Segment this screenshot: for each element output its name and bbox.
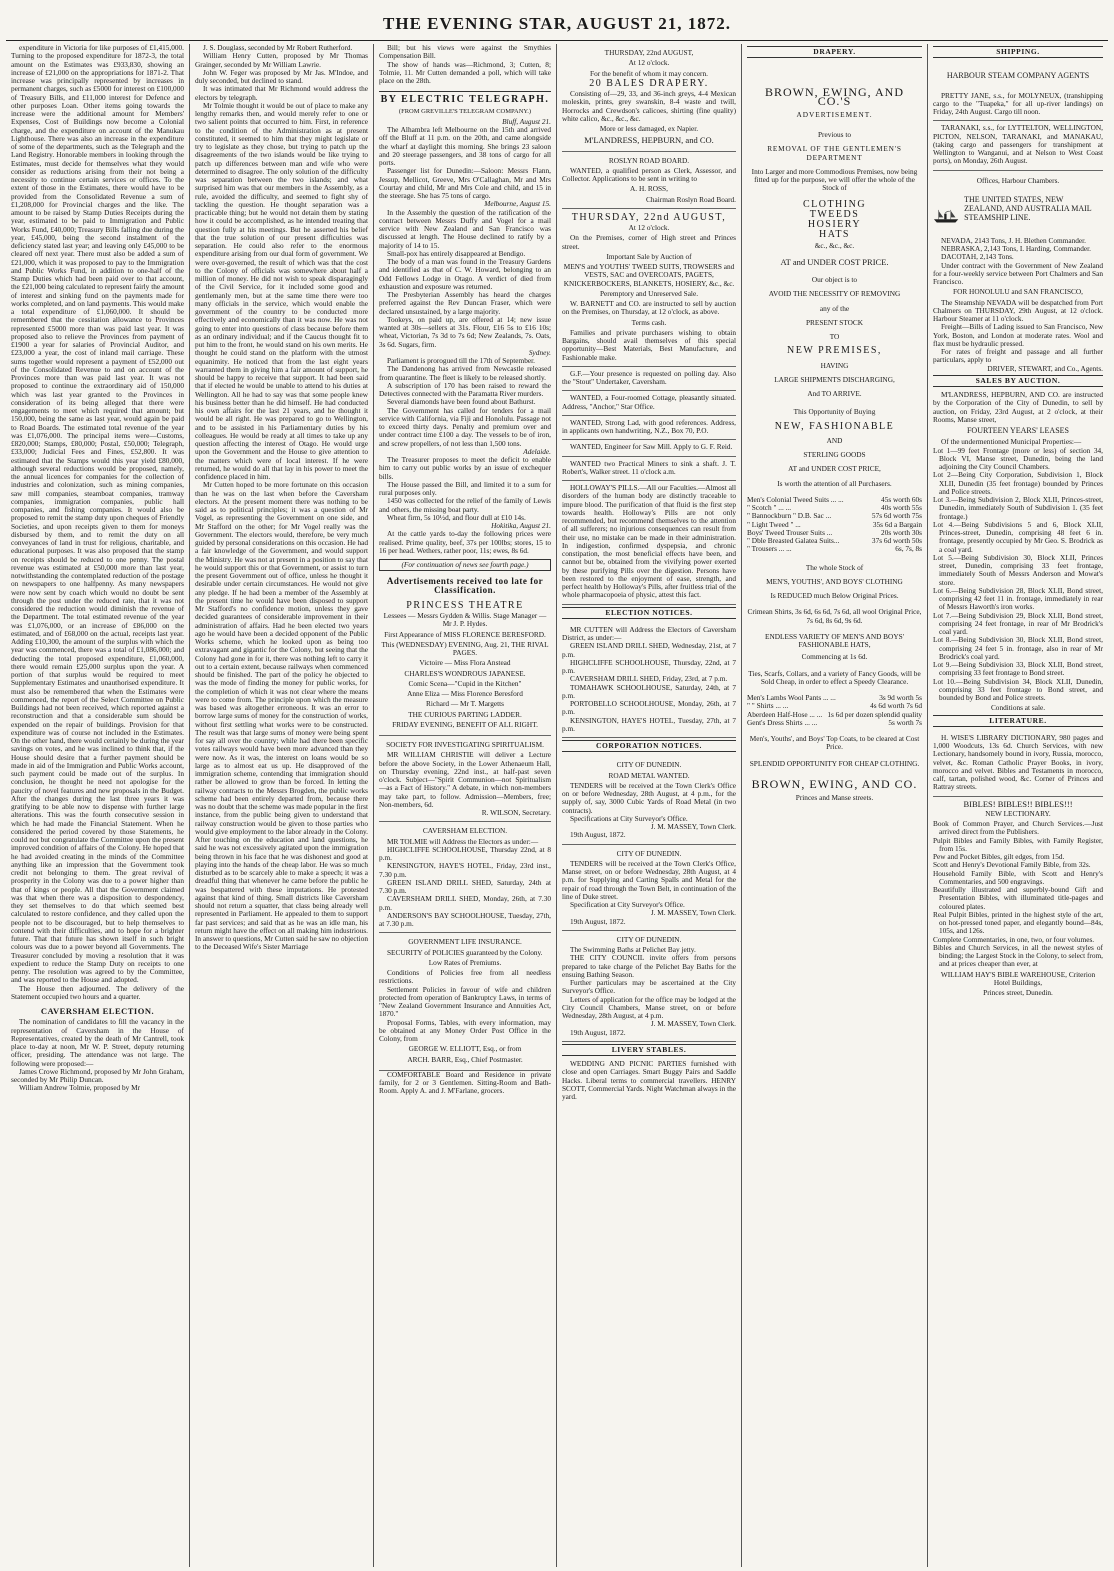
- section-heading: LIVERY STABLES.: [562, 1044, 736, 1056]
- masthead-rule: [6, 40, 1108, 41]
- firm-name: BROWN, EWING, AND CO.: [751, 776, 918, 791]
- corporation-notice: [562, 845, 736, 931]
- ad-line: TOMAHAWK SCHOOLHOUSE, Saturday, 24th, at 7 p.m.: [562, 682, 736, 700]
- price-value: 35s 6d a Bargain: [872, 519, 922, 529]
- ad-line: CHARLES'S WONDROUS JAPANESE.: [404, 668, 526, 678]
- price-value: 1s 6d per dozen splendid quality: [827, 709, 922, 719]
- ad-line: NEW, FASHIONABLE: [774, 420, 895, 432]
- ad-line: SPLENDID OPPORTUNITY FOR CHEAP CLOTHING.: [749, 758, 920, 768]
- ad-line: Is REDUCED much Below Original Prices.: [770, 591, 899, 600]
- article-text: The Alhambra left Melbourne on the 15th and arrived off the Bluff at 11 p.m. on the 20th, and came alongside the wharf at daylight this morning. She brings 23 saloon and 20 steerage passengers, and 38 tons of cargo for all ports.: [379, 125, 551, 167]
- stock-item: HOSIERY: [807, 219, 862, 230]
- article-text: John W. Feger was proposed by Mr Jas. M'Indoe, and duly seconded, but declined to stand.: [195, 67, 368, 85]
- ad-line: For rates of freight and passage and all further particulars, apply to: [933, 347, 1103, 365]
- ad-line: Freight—Bills of Lading issued to San Francisco, New York, Boston, and London at moderate rates. Wool and flax must be hydraulic pressed.: [933, 322, 1103, 348]
- ad-line: Offices, Harbour Chambers.: [976, 175, 1060, 185]
- lot-list: [933, 447, 1103, 703]
- ad-signature: A. H. ROSS,: [630, 184, 668, 194]
- ad-line: The whole Stock of: [805, 562, 864, 572]
- dateline: Hokitika, August 21.: [491, 521, 551, 530]
- corporation-notice: [562, 756, 736, 844]
- price-item: Boys' Tweed Trouser Suits ...: [747, 527, 833, 537]
- column-6: [927, 44, 1108, 1567]
- article-text: William Henry Cutten, proposed by Mr Thomas Grainger, seconded by Mr William Lawrie.: [195, 51, 368, 69]
- ad-line: PRESENT STOCK: [805, 317, 864, 327]
- ad-line: ADVERTISEMENT.: [796, 109, 873, 119]
- article-text: 1450 was collected for the relief of the family of Lewis and others, the missing boat party.: [379, 496, 551, 514]
- ad-title: CAVERSHAM ELECTION.: [422, 826, 508, 836]
- wanted-ad: WANTED two Practical Miners to sink a shaft. J. T. Robert's, Walker street. 11 o'clock a.m.: [562, 457, 736, 482]
- article-text: Tookeys, on paid up, are offered at 14; new issue wanted at 30s—sellers at 31s. Flour, £16 5s to £16 10s; wheat, Victorian, 7s 3d to 7s 6d; New Zealands, 7s. Oats, 3s 6d. Sugars, firm.: [379, 314, 551, 349]
- price-item: " Scotch " ... ...: [747, 503, 792, 512]
- price-value: 40s worth 55s: [881, 503, 922, 512]
- ad-line: ANDERSON'S BAY SCHOOLHOUSE, Tuesday, 27th, at 7.30 p.m.: [379, 910, 551, 928]
- ad-line: FOR HONOLULU and SAN FRANCISCO,: [953, 287, 1083, 297]
- ad-line: CAVERSHAM DRILL SHED, Monday, 26th, at 7.30 p.m.: [379, 894, 551, 912]
- article-text: It was intimated that Mr Richmond would address the electors by telegraph.: [195, 84, 368, 102]
- ad-line: STERLING GOODS: [803, 450, 866, 459]
- price-value: 20s worth 30s: [881, 527, 922, 537]
- holloway-ad: HOLLOWAY'S PILLS.—All our Faculties.—Almost all disorders of the human body are distinctly traceable to impure blood. The purification of that fluid is the first step towards health. Holloway's Pills are not only recommended, but recommend themselves to the attention of all sufferers; no injurious consequences can result from their use, no mistake can be made in their administration. In indigestion, confirmed dyspepsia, and chronic constipation, the most beneficial effects have been, and cannot but be, obtained from the vivifying power exerted by these purifying Pills over the digestion. Persons have been restored to the enjoyment of ease, strength, and perfect health by Holloway's Pills, after fruitless trial of the whole pharmacopoeia of physic, attest this fact.: [562, 481, 736, 605]
- ad-line: W. BARNETT and CO. are instructed to sell by auction on the Premises, on Thursday, at 12 o'clock, as above.: [562, 299, 736, 317]
- article-text: J. S. Douglass, seconded by Mr Robert Rutherford.: [203, 44, 353, 52]
- ad-line: TENDERS will be received at the Town Clerk's Office, Manse street, on or before Wednesday, 28th August, at 4 p.m. for Supplying and Carting Spalls and Metal for the repair of road through the Town Belt, in continuation of the line of Duke street.: [562, 858, 736, 901]
- ad-line: Richard — Mr T. Margetts: [425, 699, 505, 709]
- ad-signature: J. M. MASSEY, Town Clerk.: [650, 908, 736, 918]
- ad-line: Into Larger and more Commodious Premises, now being fitted up for the purpose, we will offer the whole of the Stock of: [751, 166, 918, 193]
- price-item: " Bannockburn " D.B. Sac ...: [747, 511, 832, 521]
- ad-line: The Swimming Baths at Pelichet Bay jetty.: [570, 945, 696, 954]
- article-text: James Crowe Richmond, proposed by Mr John Graham, seconded by Mr Philip Duncan.: [11, 1066, 184, 1084]
- ad-line: At 12 o'clock.: [628, 58, 670, 68]
- dateline: Sydney.: [528, 347, 551, 357]
- bible-item: Scott and Henry's Devotional Family Bible, from 32s.: [933, 860, 1091, 870]
- livery-ad: WEDDING AND PICNIC PARTIES furnished with close and open Carriages. Smart Buggy Pairs and Saddle Hacks. Liberal terms to commercial travellers. HENRY SCOTT, Commercial Yards. Night Watchman always in the yard.: [562, 1059, 736, 1101]
- ad-line: Comic Scena—"Cupid in the Kitchen": [408, 678, 522, 688]
- ad-line: Is worth the attention of all Purchasers.: [777, 478, 892, 488]
- article-text: The House then adjourned. The delivery of the Statement occupied two hours and a quarter.: [11, 983, 184, 1001]
- dateline: Melbourne, August 15.: [484, 199, 551, 209]
- ad-line: More or less damaged, ex Napier.: [599, 124, 699, 133]
- ad-line: LARGE SHIPMENTS DISCHARGING,: [774, 374, 895, 384]
- ad-line: FRIDAY EVENING, BENEFIT OF ALL RIGHT.: [392, 719, 538, 729]
- ad-line: NEW PREMISES,: [787, 345, 882, 357]
- ad-line: GREEN ISLAND DRILL SHED, Wednesday, 21st, at 7 p.m.: [562, 641, 736, 659]
- section-heading: ELECTION NOTICES.: [562, 607, 736, 619]
- price-row: [747, 719, 922, 727]
- section-heading: LITERATURE.: [933, 715, 1103, 727]
- ad-line: This (WEDNESDAY) EVENING, Aug. 21, THE RIVAL PAGES.: [381, 639, 549, 657]
- life-insurance-ad: [379, 933, 551, 1071]
- column-3: [373, 44, 556, 1567]
- ad-line: Terms cash.: [631, 317, 667, 327]
- ad-line: 19th August, 1872.: [570, 830, 626, 840]
- lot-item: Lot 10.—Being Subdivision 34, Block XLII, Dunedin, comprising 33 feet frontage to Bond street, and bounded by Bond and Police streets.: [933, 676, 1103, 702]
- price-value: 45s worth 60s: [881, 494, 922, 504]
- ad-line: CAVERSHAM DRILL SHED, Friday, 23rd, at 7 p.m.: [570, 674, 728, 684]
- ad-title: ROSLYN ROAD BOARD.: [608, 155, 690, 165]
- ad-signature: R. WILSON, Secretary.: [481, 808, 551, 817]
- article-text: A subscription of 170 has been raised to reward the Detectives connected with the Paramatta River murders.: [379, 380, 551, 398]
- price-item: Men's Lambs Wool Pants ... ...: [747, 693, 836, 702]
- drapery-auction-ad: [562, 44, 736, 152]
- stock-item: CLOTHING: [802, 198, 867, 210]
- ad-signature: J. M. MASSEY, Town Clerk.: [650, 822, 736, 831]
- price-value: 5s worth 7s: [888, 717, 922, 727]
- lot-item: Lot 7.—Being Subdivision 29, Block XLII, Bond street, comprising 24 feet frontage, in rear of Mr Brodrick's coal yard.: [933, 610, 1103, 636]
- ship-entry: DACOTAH, 2,143 Tons.: [941, 252, 1014, 262]
- ad-line: ROAD METAL WANTED.: [608, 770, 690, 780]
- ad-line: Peremptory and Unreserved Sale.: [599, 288, 699, 298]
- ad-line: Conditions of Policies free from all needless restrictions.: [379, 968, 551, 986]
- mail-line-header: [933, 195, 1103, 237]
- price-value: 6s, 7s, 8s: [895, 544, 922, 554]
- ad-line: At 12 o'clock.: [628, 223, 670, 232]
- lot-item: Lot 3.—Being Subdivision 2, Block XLII, Princes-street, Dunedin, immediately South of Subdivision 1. (35 feet frontage.): [933, 495, 1103, 521]
- ad-line: AND: [826, 435, 843, 445]
- ad-title: HARBOUR STEAM COMPANY AGENTS: [946, 71, 1090, 81]
- section-heading: DRAPERY.: [747, 46, 922, 58]
- ad-line: any of the: [819, 303, 850, 313]
- article-text: Several diamonds have been found about Bathurst.: [387, 397, 536, 407]
- price-item: Men's Colonial Tweed Suits ... ...: [747, 494, 844, 504]
- ad-line: REMOVAL OF THE GENTLEMEN'S DEPARTMENT: [767, 144, 902, 162]
- article-text: In the Assembly the question of the ratification of the contract between Messrs Duffy and Vogel for a mail service with New Zealand and San Francisco was discussed at length. The House declined to ratify by a majority of 14 to 15.: [379, 207, 551, 250]
- ad-line: AT and UNDER COST PRICE.: [780, 256, 889, 267]
- ad-title: GOVERNMENT LIFE INSURANCE.: [408, 937, 522, 947]
- ad-line: On the Premises, corner of High street and Princes street.: [562, 233, 736, 251]
- ad-line: Letters of application for the office may be lodged at the City Council Chambers, Manse street, on or before Wednesday, 28th August, at 4 p.m.: [562, 994, 736, 1020]
- auction-ad: M'LANDRESS, HEPBURN, AND CO. are instructed by the Corporation of the City of Dunedin, to sell by auction, on Friday, 23rd August, at 2 o'clock, at their Rooms, Manse street,: [933, 390, 1103, 424]
- ad-line: KENSINGTON, HAYE'S HOTEL, Tuesday, 27th, at 7 p.m.: [562, 715, 736, 733]
- ad-title: THURSDAY, 22nd AUGUST,: [571, 211, 727, 223]
- lot-item: Lot 6.—Being Subdivision 28, Block XLII, Bond street, comprising 42 feet 11 in. frontage, immediately in rear of Messrs Haworth's iron works.: [933, 585, 1103, 612]
- article-text: Parliament is prorogued till the 17th of September.: [387, 356, 535, 365]
- ad-line: Commencing at 1s 6d.: [801, 652, 868, 662]
- ad-line: Ties, Scarfs, Collars, and a variety of Fancy Goods, will be Sold Cheap, in order to effect a Speedy Clearance.: [748, 668, 921, 686]
- section-heading: SALES BY AUCTION.: [933, 375, 1103, 387]
- ad-line: WANTED, a qualified person as Clerk, Assessor, and Collector. Applications to be sent in writing to: [562, 165, 736, 183]
- price-item: " " Shirts ... ...: [747, 701, 789, 711]
- ad-line: KENSINGTON, HAYE'S HOTEL, Friday, 23rd inst., 7.30 p.m.: [379, 861, 551, 879]
- ad-line: THE CURIOUS PARTING LADDER.: [408, 709, 522, 719]
- ad-line: Specification at City Surveyor's Office.: [570, 900, 685, 909]
- ad-line: NEW LECTIONARY.: [985, 808, 1051, 818]
- ad-line: Of the undermentioned Municipal Properties:—: [941, 437, 1082, 447]
- ad-line: This Opportunity of Buying: [793, 407, 876, 417]
- article-text: Passenger list for Dunedin:—Saloon: Messrs Flann, Jessup, Mellicot, Greeve, Mrs O'Callaghan, Mr and Mrs Courtay and child, Mr and Mrs Cole and child, and 15 in the steerage. She has 75 tons of cargo.: [379, 166, 551, 200]
- ad-line: The Steamship NEVADA will be despatched from Port Chalmers on THURSDAY, 29th August, at 12 o'clock. Harbour Steamer at 11 o'clock.: [933, 297, 1103, 323]
- price-item: Aberdeen Half-Hose ... ...: [747, 709, 823, 719]
- ad-line: And TO ARRIVE.: [807, 389, 862, 398]
- price-row: [747, 545, 922, 553]
- ad-signature: M'LANDRESS, HEPBURN, and CO.: [584, 135, 714, 146]
- bible-item: Bibles and Church Services, in all the newest styles of binding; the Largest Stock in the Colony, to select from, and at prices cheaper than ever, at: [933, 942, 1103, 969]
- ad-line: For the benefit of whom it may concern.: [590, 68, 708, 78]
- ad-line: Our object is to: [811, 275, 858, 284]
- theatre-ad: [379, 597, 551, 736]
- price-value: 57s 6d worth 75s: [871, 511, 922, 521]
- article-text: The nomination of candidates to fill the vacancy in the representation of Caversham in the House of Representatives, created by the death of Mr Cantrell, took place to-day at noon, Mr W. P. Street, deputy returning officer, presiding. The attendance was not large. The following were proposed:—: [11, 1017, 184, 1068]
- corporation-notice: [562, 931, 736, 1042]
- shipping-ad: PRETTY JANE, s.s., for MOLYNEUX, (transhipping cargo to the "Tuapeka," for all up-river landings) on Friday, 24th August. Cargo till noon.: [933, 89, 1103, 122]
- price-item: " Light Tweed " ...: [747, 519, 801, 529]
- ad-line: Conditions at sale.: [990, 703, 1046, 713]
- price-value: 4s 6d worth 7s 6d: [870, 701, 922, 711]
- ad-line: Men's, Youths', and Boys' Top Coats, to be cleared at Cost Price.: [749, 734, 920, 752]
- wanted-ad: WANTED, Strong Lad, with good references. Address, in applicants own handwriting, N.Z., Box 70, P.O.: [562, 416, 736, 441]
- ad-line: THE CITY COUNCIL invite offers from persons prepared to take charge of the Pelichet Bay Baths for the ensuing Bathing Season.: [562, 953, 736, 979]
- ad-signature: DRIVER, STEWART, and Co., Agents.: [987, 363, 1103, 373]
- ad-line: TO: [829, 332, 840, 341]
- article-text: The House passed the Bill, and limited it to a sum for rural purposes only.: [379, 479, 551, 497]
- ad-line: First Appearance of MISS FLORENCE BERESFORD.: [384, 629, 546, 639]
- lot-item: Lot 1—99 feet Frontage (more or less) of section 34, Block VI, Manse street, Dunedin, being the land adjoining the City Council Chambers.: [933, 445, 1103, 471]
- ad-title: CITY OF DUNEDIN.: [616, 848, 682, 858]
- bible-item: Complete Commentaries, in one, two, or four volumes.: [933, 934, 1095, 944]
- bible-item: Pulpit Bibles and Family Bibles, with Family Register, from 15s.: [933, 835, 1103, 853]
- shipping-ad: TARANAKI, s.s., for LYTTELTON, WELLINGTON, PICTON, NELSON, TARANAKI, and MANAKAU, (taking cargo and passengers for transhipment at Wellington to Wanganui, and at Nelson to West Coast ports), on Monday, 26th August.: [933, 121, 1103, 170]
- caversham-election-ad: [379, 822, 551, 933]
- ad-line: MEN'S, YOUTHS', AND BOYS' CLOTHING: [766, 576, 903, 586]
- article-text: expenditure in Victoria for like purposes of £1,415,000. Turning to the proposed expenditure for 1872-3, the total amount on the Estimates was £933,830, showing an increase of £21,000 on the appropriations for 1871-2. That increase was principally represented by increases in permanent charges, such as £5000 for interest on £100,000 of Treasury Bills, and £11,000 interest for Defence and other purposes Loan. Other items going towards the increase were the additional amount for Members' Expenses, Cost of Buildings now become a Colonial charge, and the expenditure on account of the Manukau Lighthouse. There was also an increase in the expenditure of some of the departments, such as the Telegraph and the Land Registry. Honorable members in looking through the Estimates, must decide for themselves what they would consider as reductions arising from their not being a necessity to continue certain services or offices. To the extent of those in the Estimates, there would have to be provided from the Consolidated Revenue a sum of £1,208,000 for Provincial charges and the like. The amount to be raised by Stamp Duties Receipts during the year, estimated to be paid to Immigration and Public Works Fund, £40,000; Treasury Bills falling due during the year, £45,000, being the second instalment of the deficiency stated last year; and leaving only £45,000 to be cleared off next year. There must also be added a sum of £21,000, which it was proposed to pay to the Immigration and Public Works Fund, in addition to one-half of the Stamp Duties which had been paid over to that account, the £21,000 being calculated to represent fairly the amount of interest and sinking fund on the payments made for works completed, and on land payments. This would make a total expenditure of £1,060,000. It should be remembered that the cessitation allowance to Provinces represented £5000 more than was paid last year. It was proposed also to relieve the Provinces from payment of £1900 a year for salaries of Provincial Auditor, and £23,000 a year, the cost of inland mail carriage. These sums together would represent a payment of £52,000 out of the Consolidated Revenue to and on account of the Provinces more than was paid last year. It was not proposed to continue the extraordinary aid of 150,000 which was last year granted to the Provinces in consideration of its being alleged that there were engagements to meet which required that amount; but 150,000, being the same as last year, would again be paid to Road Boards. The estimated total revenue of the year was £1,076,000. The principal items were—Customs, £820,000; Stamps, £80,000; Postal, £50,000; Telegraph, £33,000; Judicial Fees and Fines, £52,800. It was estimated that the Stamps would this year yield £80,000, although several reductions would be proposed, namely, the annual licences for companies for the collection of industries and colonization, such as mining companies, saw mill companies, steamboat companies, tramway companies, immigration companies, public hall companies, and fishing companies. It would also be proposed to remit the stamp duty upon cheques of Friendly Societies, and upon receipts given to them for moneys disbursed by them, and to remit the duty on all conveyances of land in trust for religious, charitable, and educational purposes. It was also proposed that the stamp on receipts should be reduced to one penny. The postal revenue was estimated at £50,000 more than last year, notwithstanding the contemplated reduction of the postage on newspapers to one halfpenny. As many newspapers were now sent by coach which would no doubt be sent through the post under the reduced rate, that it was not considered the reduction would diminish the revenue of the Department. The total estimated revenue of the year was £1,076,000, or an increase of £86,000 on the estimated, and of £68,000 on the actual, receipts last year. Adding £10,300, the amount of the surplus with which the year was commenced, there was a total of £1,086,000; and deducting the total proposed expenditure, £1,060,000, there would remain £25,000 surplus upon the year. A portion of that surplus would be required to meet Supplementary Estimates and unauthorised expenditure. It must also be remembered that when the Estimates were commenced, the report of the Select Committee on Public Buildings had not been received, which reported against a reconstruction and that a considerable sum should be expended on the repair of buildings. Provision for that expenditure was of course not included in the Estimates. On the other hand, there would certainly be during the year savings on votes, and he was inclined to think that, if the House should desire that a further payment should be made in aid of the Immigration and Public Works account, such payment could be made out of the surplus. In conclusion, he thought he need not apologise for the paucity of novel features and new proposals in the Budget. After the changes during the last three years it was gratifying to be able now to dispense with further large alterations. This was the fourth consecutive session in which he had made the Financial Statement. When he considered the period covered by those Statements, he could not but congratulate the Committee upon the present improved condition of affairs of the Colony. He hoped that he had avoided creating in the minds of the Committee anything like an impression that the Government took credit not belonging to them. The great revival of prosperity in the Colony was due to a power higher than that of kings or people. All that the Government claimed was that when there was a disposition to despondency, they set themselves to do that which seemed best calculated to restore confidence, and they called upon the people not to be discouraged, but to help themselves to contend with their difficulties, and to hope for a brighter future. That that future has shown itself in such bright colours was due to a power beyond all Governments. The Treasurer concluded by moving a resolution that it was expedient to reduce the Stamp Duty on receipts to one penny. The resolution was agreed to by the Committee, and was reported to the House and adopted.: [11, 44, 184, 985]
- article-text: The Dandenong has arrived from Newcastle released from quarantine. The fleet is likely to be released shortly.: [379, 364, 551, 382]
- telegraph-source: (FROM GREVILLE'S TELEGRAM COMPANY.): [398, 107, 532, 115]
- ad-line: HIGHCLIFFE SCHOOLHOUSE, Thursday, 22nd, at 7 p.m.: [562, 657, 736, 675]
- ad-title: 20 BALES DRAPERY.: [589, 77, 709, 89]
- ad-line: Princes street, Dunedin.: [983, 988, 1053, 997]
- column-1: [6, 44, 189, 1567]
- stock-item: HATS: [818, 229, 850, 241]
- ad-line: Consisting of—29, 33, and 36-inch greys, 4-4 Mexican moleskin, prints, grey swanskin, 8-4 waste and twill, Horrocks and Crewdson's calicoes, shirting (fine quality) white calico, &c., &c., &c.: [562, 89, 736, 123]
- section-heading: CAVERSHAM ELECTION.: [40, 1006, 155, 1016]
- price-value: 3s 9d worth 5s: [879, 693, 922, 702]
- ad-line: Specifications at City Surveyor's Office.: [570, 813, 688, 823]
- section-heading: SHIPPING.: [933, 46, 1103, 58]
- bible-item: Book of Common Prayer, and Church Services.—Just arrived direct from the Publishers.: [933, 819, 1103, 837]
- price-item: " Dble Breasted Galatea Suits...: [747, 536, 840, 545]
- late-ads-heading: Advertisements received too late for Classification.: [386, 576, 544, 595]
- literature-ad: H. WISE'S LIBRARY DICTIONARY, 980 pages and 1,000 Woodcuts, 13s 6d. Church Services, with new Lectionary, handsomely bound in ivory, Russia, morocco, velvet, &c. Roman Catholic Prayer Books, in ivory, morocco and velvet. Bibles and Testaments in morocco, calf, tartan, polished wood, &c. Corner of Princes and Rattray streets.: [933, 731, 1103, 797]
- ad-line: TENDERS will be received at the Town Clerk's Office on or before Wednesday, 28th August, at 4 p.m., for the supply of, say, 3000 Cubic Yards of Road Metal (in two contracts).: [562, 780, 736, 815]
- ad-title: CITY OF DUNEDIN.: [616, 934, 682, 944]
- stock-list: [747, 198, 922, 250]
- ad-line: AT and UNDER COST PRICE,: [788, 464, 881, 474]
- bible-item: Pew and Pocket Bibles, gilt edges, from 15d.: [933, 852, 1065, 861]
- ad-line: MR TOLMIE will Address the Electors as under:—: [387, 836, 539, 846]
- dateline: Bluff, August 21.: [502, 116, 551, 126]
- ad-title: BIBLES! BIBLES!! BIBLES!!!: [963, 798, 1073, 809]
- ad-line: ENDLESS VARIETY OF MEN'S AND BOYS' FASHIONABLE HATS,: [765, 631, 904, 649]
- article-text: At the cattle yards to-day the following prices were realised. Prime quality, beef, 37s per 100lbs; stores, 15 to 16 per head. Wethers, rather poor, 11s; ewes, 8s 6d.: [379, 529, 551, 555]
- lot-item: Lot 5.—Being Subdivision 30, Block XLII, Princes street, Dunedin, comprising 33 feet frontage, immediately South of Messrs Anderson and Mowat's store.: [933, 552, 1103, 587]
- ad-line: HIGHCLIFFE SCHOOLHOUSE, Thursday 22nd, at 8 p.m.: [379, 844, 551, 862]
- ad-line: SECURITY of POLICIES guaranteed by the Colony.: [387, 947, 543, 957]
- price-list: [747, 496, 922, 554]
- ad-line: Princes and Manse streets.: [795, 793, 874, 802]
- ad-line: Important Sale by Auction of: [606, 251, 692, 261]
- ad-line: Low Rates of Premiums.: [428, 957, 502, 967]
- column-4: [556, 44, 741, 1567]
- article-text: Mr Tolmie thought it would be out of place to make any lengthy remarks then, and would merely refer to one or two salient points that occurred to him. First, in reference to the condition of the Administration as at present constituted, it seemed to him that they might legislate or try to legislate as they chose, but trying to patch up the disagreements of the two islands would be like trying to patch up differences between man and wife who were determined to disagree. The only solution of the difficulty was separation between the two islands; and what surprised him was that our members in the Assembly, as a rule, avoided the difficulty, and seemed to fight shy of tackling the question. He thought separation was a practicable thing; but he would not detain them by stating how it could be accomplished, as he intended treating that question fully at his meetings. But he asserted his belief that the true solution of our present difficulties was separation. He could also refer to the enormous expenditure arising from our dual form of government. We were over-governed, the result of which was that the cost to the Colony of officials was somewhere about half a million of money. He did not wish to speak disparagingly of the Civil Service, for it included some good and gentlemanly men, but at the same time there were too many officials in the service, which would enable the government of the country to be conducted more effectively and economically than it was now. He was not going to enter into questions of class because before them as an ordinary individual; and if the Caucus thought fit to put him to the front, he would stand on his own merits. He thought he could stand on the platform with the utmost equanimity. He noticed that from the last eight years warranted them in giving him a fair amount of support, he should be happy to receive that support. It had been said that if elected he would be unable to attend to his duties at Wellington. All he had to say was that some people knew his business better than he did himself. He had conducted his own affairs for the last 21 years, and he thought it would be all right. He was prepared to go to Wellington, and to be assisted in his Parliamentary duties by his colleagues. He would be ready at all times to take up any question affecting the interest of Otago. He would urge upon the Government and the House to give attention to the matters which were of local interest. If he were returned, he would do all that lay in his power to meet the confidence placed in him.: [195, 100, 368, 481]
- ad-title: THE UNITED STATES, NEW ZEALAND, AND AUSTRALIA MAIL STEAMSHIP LINE.: [964, 194, 1092, 222]
- ad-line: GEORGE W. ELLIOTT, Esq., or from: [408, 1044, 522, 1054]
- cutten-notice: [562, 623, 736, 738]
- ad-title: CITY OF DUNEDIN.: [616, 760, 682, 770]
- section-heading: CORPORATION NOTICES.: [562, 740, 736, 752]
- ad-signature: ARCH. BARR, Esq., Chief Postmaster.: [407, 1054, 523, 1064]
- lot-item: Lot 2—Being City Corporation, Subdivision 1, Block XLII, Dunedin (35 feet frontage) bounded by Princes and Police streets.: [933, 470, 1103, 496]
- ad-line: Previous to: [817, 130, 852, 139]
- ad-line: Victoire — Miss Flora Anstead: [419, 658, 511, 668]
- ad-signature: J. M. MASSEY, Town Clerk.: [650, 1019, 736, 1029]
- ad-line: Under contract with the Government of New Zealand for a four-weekly service between Port Chalmers and San Francisco.: [933, 260, 1103, 286]
- ad-line: Anne Eliza — Miss Florence Beresford: [407, 689, 523, 698]
- column-5: [741, 44, 927, 1567]
- ad-line: Crimean Shirts, 3s 6d, 6s 6d, 7s 6d, all wool Original Price, 7s 6d, 8s 6d, 9s 6d.: [747, 607, 922, 625]
- ship-entry: NEBRASKA, 2,143 Tons, I. Harding, Commander.: [941, 244, 1091, 253]
- masthead: THE EVENING STAR, AUGUST 21, 1872.: [383, 14, 731, 33]
- society-ad: [379, 736, 551, 822]
- article-text: Bill; but his views were against the Smythies Compensation Bill.: [379, 44, 551, 61]
- telegraph-heading: BY ELECTRIC TELEGRAPH.: [379, 91, 551, 104]
- bible-item: Household Family Bible, with Scott and Henry's Commentaries, and 500 engravings.: [933, 868, 1103, 886]
- ad-line: GREEN ISLAND DRILL SHED, Saturday, 24th at 7.30 p.m.: [379, 877, 551, 895]
- dateline: Adelaide.: [523, 446, 551, 456]
- price-item: Gent's Dress Shirts ... ...: [747, 717, 818, 727]
- barnett-auction-ad: [562, 209, 736, 367]
- ad-signature: WILLIAM HAY'S BIBLE WAREHOUSE, Criterion Hotel Buildings,: [940, 969, 1096, 987]
- board-ad: COMFORTABLE Board and Residence in private family, for 2 or 3 Gentlemen. Sitting-Room and Bath-Room. Apply A. and J. M'Farlane, grocers.: [379, 1069, 551, 1096]
- article-text: The body of a man was found in the Treasury Gardens and identified as that of C. W. Howard, belonging to an Odd Fellows Lodge in Otago. A verdict of died from exhaustion and exposure was returned.: [379, 257, 551, 291]
- lot-item: Lot 9.—Being Subdivision 33, Block XLII, Bond street, comprising 33 feet frontage to Bond street.: [933, 660, 1103, 678]
- article-text: The Presbyterian Assembly has heard the charges preferred against the Rev Duncan Fraser, which were declared unsustained, by a large majority.: [379, 290, 551, 316]
- ad-line: PORTOBELLO SCHOOLHOUSE, Monday, 26th, at 7 p.m.: [562, 699, 736, 717]
- article-text: William Andrew Tolmie, proposed by Mr: [19, 1083, 141, 1093]
- ad-title: PRINCESS THEATRE: [406, 599, 524, 611]
- wanted-ad: WANTED, a Four-roomed Cottage, pleasantly situated. Address, "Anchor," Star Office.: [562, 391, 736, 416]
- roslyn-road-board-ad: [562, 152, 736, 209]
- article-text: Small-pox has entirely disappeared at Bendigo.: [387, 248, 526, 258]
- columns: [6, 44, 1108, 1567]
- ad-line: 19th August, 1872.: [570, 1027, 626, 1037]
- price-list: [747, 694, 922, 727]
- bible-item: Beautifully illustrated and superbly-bound Gift and Presentation Bibles, with illuminated title-pages and coloured plates.: [933, 885, 1103, 911]
- ad-line: Settlement Policies in favour of wife and children protected from operation of Bankruptcy Laws, in terms of "New Zealand Government Insurance and Annuities Act, 1870.": [379, 984, 551, 1019]
- notice-ad: G.F.—Your presence is requested on polling day. Also the "Stout" Undertaker, Caversham.: [562, 367, 736, 392]
- ad-line: 19th August, 1872.: [570, 916, 626, 926]
- price-value: 37s 6d worth 50s: [871, 536, 922, 545]
- wanted-ad: WANTED, Engineer for Saw Mill. Apply to G. F. Reid.: [562, 440, 736, 456]
- ship-entry: NEVADA, 2143 Tons, J. H. Blethen Commander.: [941, 235, 1086, 245]
- ad-line: AVOID THE NECESSITY OF REMOVING: [768, 289, 901, 299]
- ad-line: Proposal Forms, Tables, with every information, may be obtained at any Money Order Post Office in the Colony, from: [379, 1017, 551, 1043]
- stock-item: &c., &c., &c.: [814, 240, 855, 250]
- ad-line: Lessees — Messrs Gydden & Willis. Stage Manager — Mr J. P. Hydes.: [383, 611, 547, 629]
- article-text: Wheat firm, 5s 10½d, and flour dull at £10 14s.: [387, 512, 526, 522]
- article-text: The Government has called for tenders for a mail service with California, via Fiji and Honolulu. Passage not to exceed thirty days. Penalty and premium over and under contract time £100 a day. The vessels to be of iron, and screw propellers, of not less than 1,500 tons.: [379, 405, 551, 448]
- firm-name: BROWN, EWING, AND CO.'S: [765, 85, 904, 108]
- price-item: " Trousers ... ...: [747, 544, 792, 554]
- ad-title: FOURTEEN YEARS' LEASES: [966, 426, 1069, 435]
- article-text: The show of hands was—Richmond, 3; Cutten, 8; Tolmie, 11. Mr Cutten demanded a poll, which will take place on the 28th.: [379, 59, 551, 85]
- continuation-note: (For continuation of news see fourth page.): [379, 559, 551, 571]
- ad-line: Chairman Roslyn Road Board.: [646, 194, 736, 204]
- ad-line: Further particulars may be ascertained at the City Surveyor's Office.: [562, 978, 736, 996]
- steamship-icon: [933, 199, 960, 233]
- article-text: The Treasurer proposes to meet the deficit to enable him to carry out public works by an issue of exchequer bills.: [379, 455, 551, 481]
- ad-line: HAVING: [820, 360, 849, 370]
- bible-list: [933, 820, 1103, 969]
- lot-item: Lot 8.—Being Subdivision 30, Block XLII, Bond street, comprising 24 feet 5 in. frontage, also in rear of Mr Brodrick's coal yard.: [933, 635, 1103, 661]
- ad-line: MR CUTTEN will Address the Electors of Caversham District, as under:—: [562, 624, 736, 642]
- lot-item: Lot 4.—Being Subdivisions 5 and 6, Block XLII, Princes-street, Dunedin, comprising 48 feet 6 in. frontage, presently occupied by Mr Geo. S. Brodrick as a coal yard.: [933, 519, 1103, 554]
- ad-line: MEN'S and YOUTHS' TWEED SUITS, TROWSERS and VESTS, SAC and OVERCOATS, PAGETS, KNICKERBOCKERS, BLANKETS, HOSIERY, &c., &c.: [563, 262, 735, 288]
- ad-line: Families and private purchasers wishing to obtain Bargains, should avail themselves of this special opportunity—Best Materials, Best Manufacture, and Fashionable make.: [562, 327, 736, 362]
- stock-item: TWEEDS: [809, 208, 860, 220]
- bible-item: Real Pulpit Bibles, printed in the highest style of the art, on hot-pressed toned paper, and elegantly bound—84s, 105s, and 126s.: [933, 909, 1103, 936]
- ad-title: SOCIETY FOR INVESTIGATING SPIRITUALISM.: [386, 740, 544, 749]
- article-text: Mr Cutten hoped to be more fortunate on this occasion than he was on the last when before the Caversham electors. At the present moment there was nothing to be said as to political principles; it was a question of Mr Vogel, as representing the Government on one side, and Mr Stafford on the other; for Mr Vogel really was the Government. The electors would, therefore, be very much guided by personal considerations on this occasion. He had a fair knowledge of the Government, and would support the Ministry. He was not at present in a position to say that he would support this or that Government, or assist to turn the present Government out of office, unless he thought it desirable under certain circumstances. He would not give any pledge. If he had been a member of the Assembly at the present time he would have been disposed to support Mr Stafford's no confidence motion, unless they gave decided guarantees of considerable improvement in their administration of affairs. Had he been elected two years ago he would have been a decided opponent of the Public Works scheme, which he looked upon as being too extravagant and gigantic for the Colony, but seeing that the Colony had gone in for it, there was nothing left to carry it out to a certain extent, because railways when commenced should be finished. The part of the policy he objected to was the mode of finding the money for public works, for the completion of which it was not clear where the means were to come from. The principle upon which the measure was based was altogether erroneous. It was an error to borrow large sums of money for the construction of works, without first settling what works were to be constructed. The result was that large sums of money were being spent for say all over the country; while had there been specific votes railways would have been more advanced than they were now. As it was, the interest on loans would be so large as to almost eat us up. He disapproved of the immigration scheme, contending that immigration should rather be allowed to grow than be forced. In letting the railway contracts to the Messrs Brogden, the public works scheme had been entirely departed from, because there was no doubt that the scheme was made popular in the first instance, from the public being given to understand that railway construction would be given to those parties who would give employment to the labor already in the Colony. After touching on the education and land questions, he said he was not excessively agitated upon the immigration being thrown in his face that he was dishonest and good at playing into the hands of the cheap labor. He was so much disturbed as to be scarcely able to make a speech; it was a dreadful thing that whenever he came before the public he was bespattered with these imputations. He protested against that kind of thing. Small districts like Caversham should not return a squatter, that class being already well represented in Parliament. He appealed to them to support far past services; and said that as he was an idle man, his return might have the effect on all making him industrious. In answer to questions, Mr Cutten said he saw no objection to the Deceased Wife's Sister Marriage: [195, 480, 368, 952]
- ad-line: MR WILLIAM CHRISTIE will deliver a Lecture before the above Society, in the Lower Athenaeum Hall, on Thursday evening, 22nd inst., at half-past seven o'clock. Subject—"Spirit Communion—not Spiritualism—as a Fact of History." A debate, in which non-members may take part, to follow. Admission—Members, free; Non-members, 6d.: [379, 750, 551, 809]
- column-2: [189, 44, 373, 1567]
- ad-line: THURSDAY, 22nd AUGUST,: [604, 48, 694, 57]
